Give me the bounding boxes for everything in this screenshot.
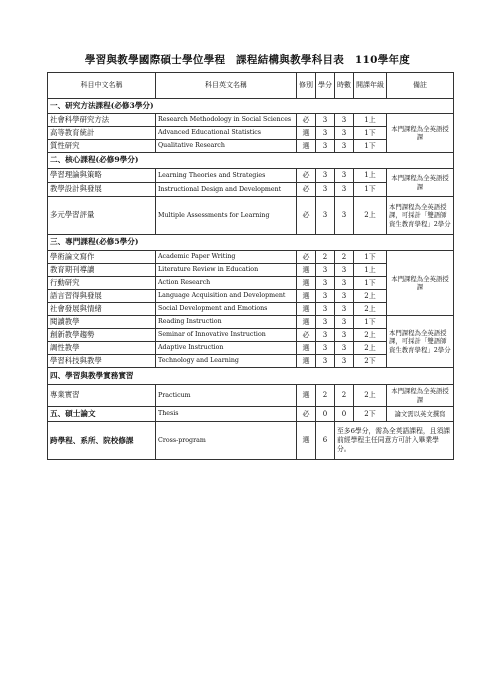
document-title: 學習與教學國際碩士學位學程 課程結構與教學科目表 110學年度 [84,54,411,66]
section-title-cross: 跨學程、系所、院校修課 [48,422,156,460]
course-hours: 3 [335,342,354,355]
table-row [48,385,454,407]
course-en: Instructional Design and Development [156,183,297,197]
header-row [48,73,454,99]
remark: 論文需以英文撰寫 [387,407,454,422]
course-hours: 0 [335,407,354,422]
section-title-thesis: 五、碩士論文 [48,407,156,422]
course-en: Action Research [156,277,297,290]
course-req: 選 [297,140,316,153]
section-header [48,235,454,251]
course-en: Cross-program [156,422,297,460]
course-zh: 教學設計與發展 [48,183,156,197]
course-credits: 3 [316,355,335,368]
course-credits: 2 [316,385,335,407]
course-req: 必 [297,197,316,235]
course-zh: 高等教育統計 [48,127,156,140]
course-hours: 3 [335,183,354,197]
course-zh: 學習科技與教學 [48,355,156,368]
course-credits: 3 [316,342,335,355]
remark: 本門課程為全英語授課 [387,169,454,197]
remark: 本門課程為全英語授課 [387,114,454,153]
section-title-pro: 三、專門課程(必修5學分) [48,235,454,251]
course-zh: 教育期刊導讀 [48,264,156,277]
course-en: Research Methodology in Social Sciences [156,114,297,127]
course-credits: 6 [316,422,335,460]
section-title-research: 一、研究方法課程(必修3學分) [48,99,454,114]
course-req: 選 [297,264,316,277]
course-req: 選 [297,385,316,407]
header-remarks: 備註 [387,73,454,99]
course-credits: 3 [316,329,335,342]
course-hours: 3 [335,355,354,368]
course-year: 2上 [354,303,387,316]
course-credits: 3 [316,140,335,153]
course-hours: 2 [335,385,354,407]
course-hours: 3 [335,140,354,153]
course-req: 選 [297,422,316,460]
course-credits: 3 [316,197,335,235]
course-year: 1上 [354,264,387,277]
course-hours: 3 [335,197,354,235]
table-row [48,316,454,329]
table-row [48,169,454,183]
course-hours: 3 [335,316,354,329]
remark: 本門課程為全英語授課，可採計「雙語師資生教育學程」2學分 [387,316,454,368]
course-req: 選 [297,342,316,355]
course-req: 必 [297,169,316,183]
course-zh: 專業實習 [48,385,156,407]
course-zh: 創新教學趨勢 [48,329,156,342]
course-year: 2上 [354,290,387,303]
course-zh: 質性研究 [48,140,156,153]
course-credits: 3 [316,127,335,140]
course-credits: 3 [316,264,335,277]
course-zh: 社會科學研究方法 [48,114,156,127]
course-en: Language Acquisition and Development [156,290,297,303]
course-en: Seminar of Innovative Instruction [156,329,297,342]
course-hours: 3 [335,290,354,303]
course-hours: 3 [335,264,354,277]
course-req: 必 [297,329,316,342]
table-row [48,407,454,422]
table-row [48,422,454,460]
course-req: 選 [297,316,316,329]
course-zh: 閱讀教學 [48,316,156,329]
course-req: 選 [297,290,316,303]
course-credits: 3 [316,169,335,183]
course-hours: 2 [335,251,354,264]
course-year: 2下 [354,355,387,368]
section-title-practice: 四、學習與教學實務實習 [48,368,454,385]
course-req: 選 [297,127,316,140]
course-year: 2上 [354,385,387,407]
course-hours: 3 [335,114,354,127]
course-zh: 調性教學 [48,342,156,355]
course-credits: 2 [316,251,335,264]
header-hours: 時數 [335,73,354,99]
course-credits: 3 [316,183,335,197]
course-credits: 0 [316,407,335,422]
course-table [47,72,454,460]
section-header [48,153,454,169]
course-en: Literature Review in Education [156,264,297,277]
course-zh: 行動研究 [48,277,156,290]
course-hours: 3 [335,169,354,183]
course-credits: 3 [316,316,335,329]
course-hours: 3 [335,329,354,342]
course-req: 必 [297,114,316,127]
course-req: 必 [297,407,316,422]
section-header [48,99,454,114]
remark: 本門課程為全英語授課 [387,251,454,316]
course-year: 1下 [354,127,387,140]
remark: 本門課程為全英語授課 [387,385,454,407]
course-req: 必 [297,183,316,197]
course-zh: 多元學習評量 [48,197,156,235]
course-zh: 社會發展與情緒 [48,303,156,316]
course-year: 1下 [354,183,387,197]
course-req: 必 [297,251,316,264]
course-year: 2下 [354,407,387,422]
course-req: 選 [297,277,316,290]
course-en: Adaptive Instruction [156,342,297,355]
course-year: 1下 [354,251,387,264]
course-credits: 3 [316,290,335,303]
course-en: Social Development and Emotions [156,303,297,316]
remark: 至多6學分，需為全英語課程，且須課前經學程主任同意方可計入畢業學分。 [335,422,454,460]
course-en: Learning Theories and Strategies [156,169,297,183]
course-credits: 3 [316,114,335,127]
course-year: 2上 [354,197,387,235]
course-year: 1上 [354,114,387,127]
course-credits: 3 [316,303,335,316]
course-req: 選 [297,355,316,368]
course-zh: 語言習得與發展 [48,290,156,303]
table-row [48,251,454,264]
course-credits: 3 [316,277,335,290]
course-req: 選 [297,303,316,316]
course-en: Multiple Assessments for Learning [156,197,297,235]
section-title-core: 二、核心課程(必修9學分) [48,153,454,169]
header-year: 開課年級 [354,73,387,99]
header-credits: 學分 [316,73,335,99]
course-hours: 3 [335,127,354,140]
course-zh: 學習理論與策略 [48,169,156,183]
course-en: Reading Instruction [156,316,297,329]
course-en: Thesis [156,407,297,422]
course-year: 1下 [354,140,387,153]
course-zh: 學術論文寫作 [48,251,156,264]
course-hours: 3 [335,303,354,316]
remark: 本門課程為全英語授課，可採計「雙語師資生教育學程」2學分 [387,197,454,235]
course-en: Technology and Learning [156,355,297,368]
table-row [48,114,454,127]
section-header [48,368,454,385]
header-zh-name: 科目中文名稱 [48,73,156,99]
course-year: 1下 [354,277,387,290]
course-year: 1下 [354,316,387,329]
course-en: Advanced Educational Statistics [156,127,297,140]
header-required: 修別 [297,73,316,99]
course-en: Academic Paper Writing [156,251,297,264]
course-year: 1上 [354,169,387,183]
table-row [48,197,454,235]
course-en: Practicum [156,385,297,407]
course-year: 2上 [354,342,387,355]
header-en-name: 科目英文名稱 [156,73,297,99]
course-year: 2上 [354,329,387,342]
course-hours: 3 [335,277,354,290]
course-en: Qualitative Research [156,140,297,153]
